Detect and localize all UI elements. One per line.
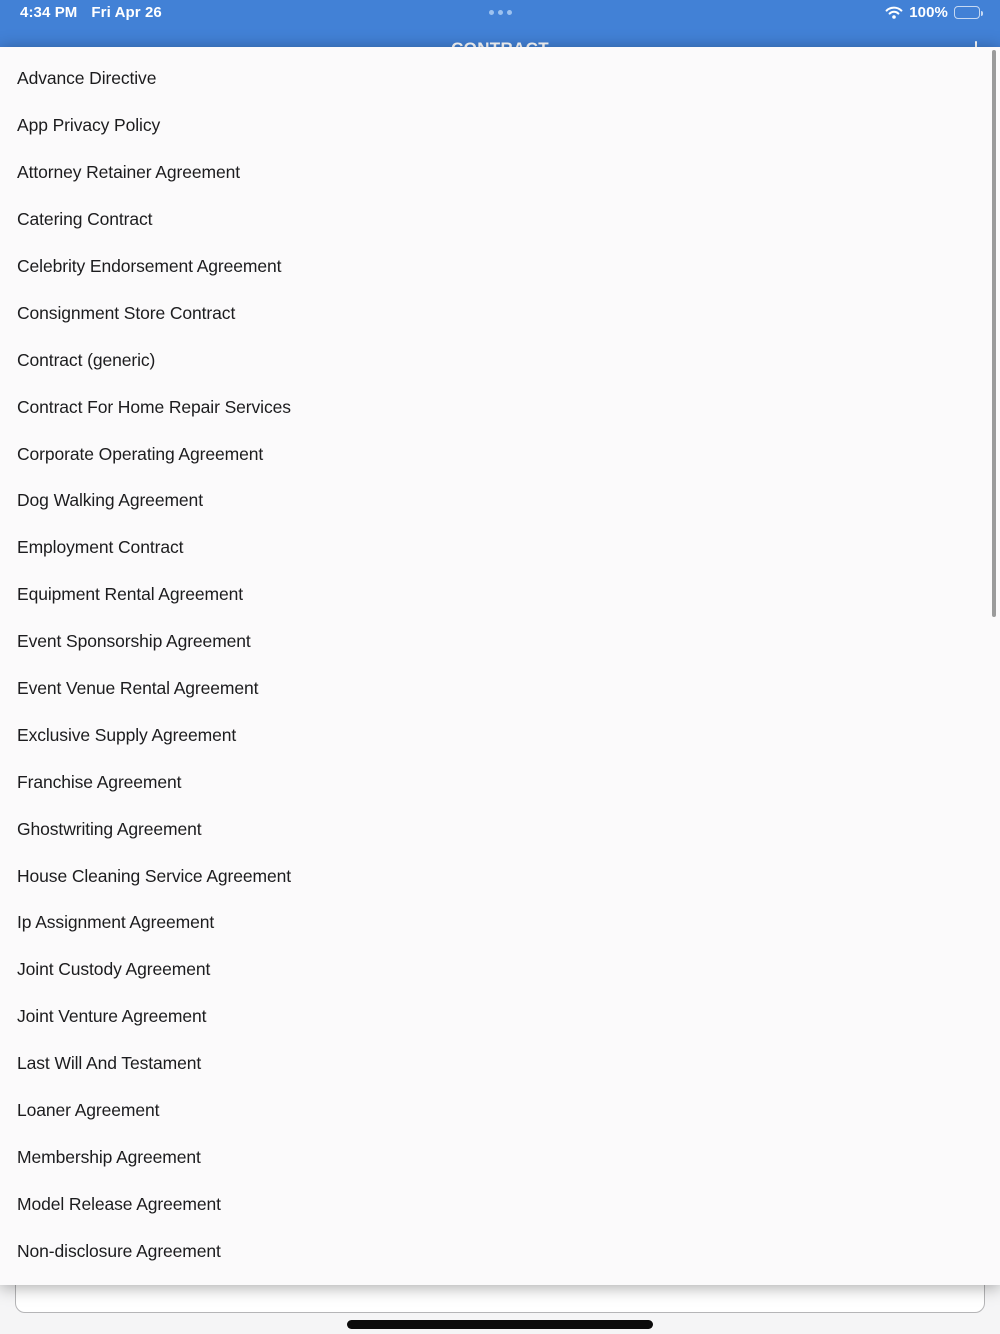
wifi-icon <box>885 6 903 19</box>
picker-option[interactable]: Celebrity Endorsement Agreement <box>17 256 282 276</box>
home-indicator[interactable] <box>347 1320 653 1329</box>
picker-option[interactable]: Joint Custody Agreement <box>17 959 211 980</box>
picker-option[interactable]: Loaner Agreement <box>17 1100 160 1121</box>
picker-option[interactable]: Attorney Retainer Agreement <box>17 162 240 183</box>
picker-option[interactable]: Model Release Agreement <box>17 1193 221 1214</box>
picker-option[interactable]: App Privacy Policy <box>17 115 161 136</box>
picker-option[interactable]: Ghostwriting Agreement <box>17 818 202 839</box>
picker-option[interactable]: Dog Walking Agreement <box>17 490 203 511</box>
picker-option[interactable]: Exclusive Supply Agreement <box>17 724 237 745</box>
picker-option[interactable]: Ip Assignment Agreement <box>17 912 215 933</box>
picker-option[interactable]: Event Venue Rental Agreement <box>17 678 259 699</box>
picker-option[interactable]: Contract (generic) <box>17 349 156 370</box>
picker-option[interactable]: Consignment Store Contract <box>17 302 236 323</box>
status-date: Fri Apr 26 <box>91 4 162 21</box>
picker-option[interactable]: Event Sponsorship Agreement <box>17 631 251 652</box>
picker-option[interactable]: Joint Venture Agreement <box>17 1006 207 1027</box>
picker-sheet <box>0 47 1000 1285</box>
picker-option[interactable]: Contract For Home Repair Services <box>17 396 291 417</box>
scrollbar[interactable] <box>992 50 996 617</box>
picker-option[interactable]: Employment Contract <box>17 537 184 558</box>
picker-option[interactable]: Catering Contract <box>17 209 153 230</box>
picker-option[interactable]: Franchise Agreement <box>17 771 182 792</box>
battery-percent: 100% <box>909 4 948 21</box>
picker-option[interactable]: Last Will And Testament <box>17 1053 202 1074</box>
status-bar <box>0 0 1000 24</box>
ellipsis-icon <box>0 10 1000 15</box>
picker-option[interactable]: Non-disclosure Agreement <box>17 1240 221 1261</box>
picker-option[interactable]: House Cleaning Service Agreement <box>17 865 292 886</box>
picker-option[interactable]: Advance Directive <box>17 68 157 89</box>
picker-option[interactable]: Equipment Rental Agreement <box>17 584 244 605</box>
status-time: 4:34 PM <box>20 4 78 21</box>
battery-icon <box>954 6 980 19</box>
status-right <box>885 4 980 21</box>
picker-option[interactable]: Corporate Operating Agreement <box>17 443 264 464</box>
picker-list <box>0 47 1000 1275</box>
picker-option[interactable]: Membership Agreement <box>17 1146 201 1167</box>
